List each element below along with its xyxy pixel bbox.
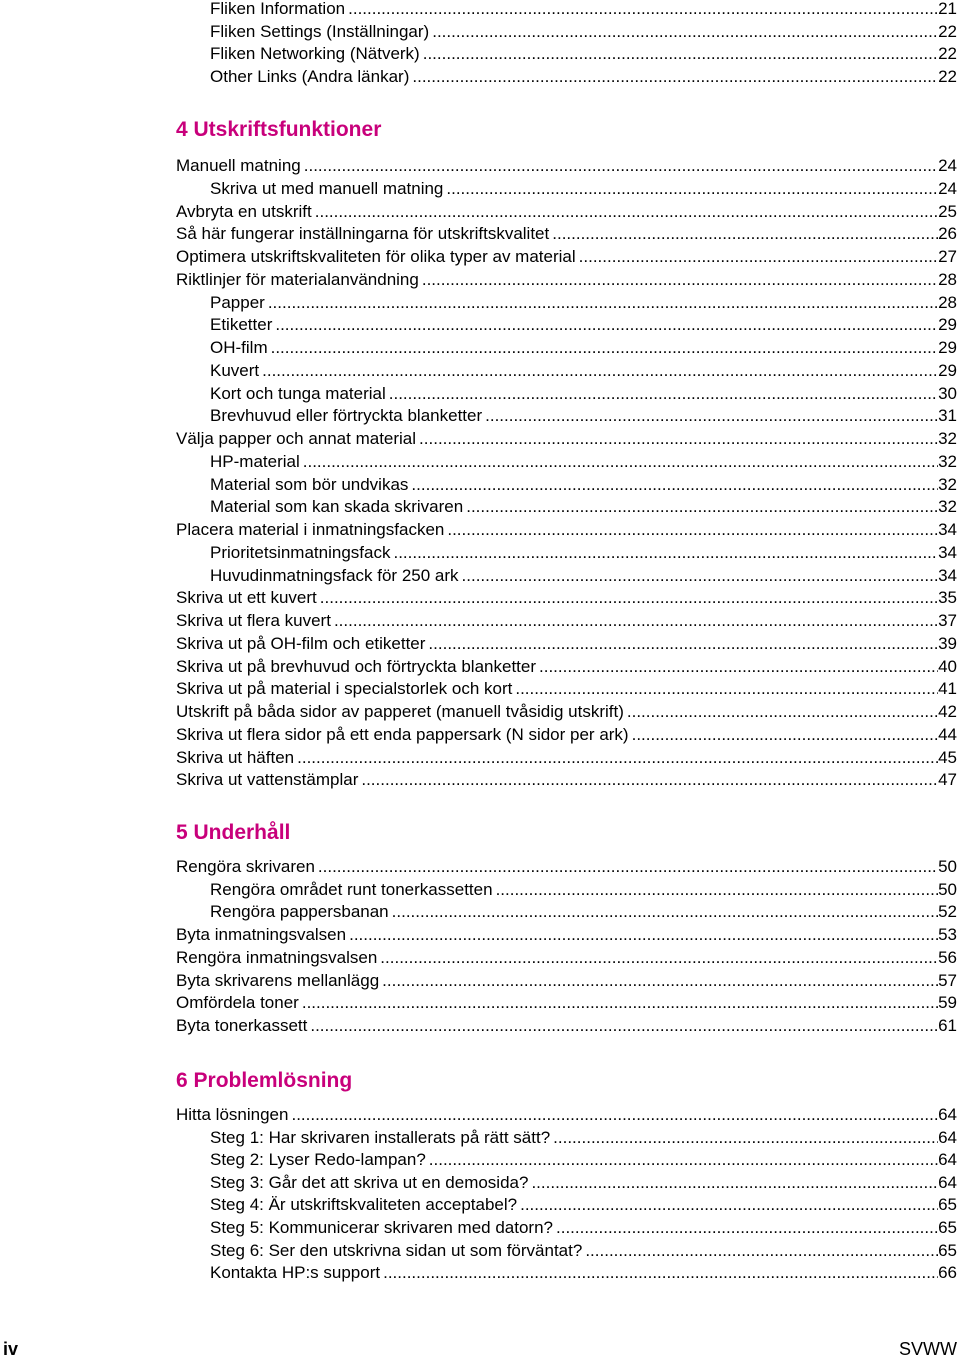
toc-dot-leader [579, 246, 938, 268]
toc-entry[interactable] [176, 678, 957, 700]
toc-entry[interactable] [176, 610, 957, 632]
toc-entry-title: Välja papper och annat material [176, 429, 417, 448]
toc-entry-page-number: 34 [938, 565, 957, 585]
toc-entry[interactable] [210, 1127, 957, 1149]
toc-entry-page-number: 42 [938, 702, 957, 721]
toc-entry[interactable] [176, 633, 957, 655]
toc-entry[interactable] [176, 701, 957, 723]
toc-entry-page-number: 32 [938, 429, 957, 448]
toc-entry[interactable] [210, 542, 957, 564]
toc-dot-leader [553, 1127, 938, 1149]
toc-entry-page-number: 53 [938, 925, 957, 945]
toc-entry-page-number: 31 [938, 406, 957, 426]
toc-entry-title: Steg 5: Kommunicerar skrivaren med datorn? [210, 1218, 553, 1237]
toc-entry-title: Skriva ut på OH-film och etiketter [176, 633, 426, 653]
toc-entry[interactable] [210, 901, 957, 923]
toc-entry[interactable] [176, 656, 957, 678]
toc-entry[interactable] [176, 856, 957, 878]
toc-entry-title: Huvudinmatningsfack för 250 ark [210, 565, 459, 585]
toc-entry[interactable] [210, 1217, 957, 1239]
toc-entry[interactable] [210, 383, 957, 405]
toc-dot-leader [271, 337, 938, 359]
toc-entry-title: Hitta lösningen [176, 1105, 289, 1124]
toc-entry-page-number: 39 [938, 633, 957, 653]
toc-entry-page-number: 65 [938, 1218, 957, 1237]
toc-entry-title: Kuvert [210, 360, 260, 380]
toc-dot-leader [349, 924, 938, 946]
chapter-5-heading[interactable]: 5 Underhåll [176, 821, 291, 844]
toc-entry-page-number: 32 [938, 451, 957, 471]
toc-entry-page-number: 34 [938, 520, 957, 539]
toc-entry-page-number: 64 [938, 1150, 957, 1170]
toc-dot-leader [304, 155, 938, 177]
toc-entry-title: HP-material [210, 451, 300, 471]
toc-dot-leader [302, 992, 938, 1014]
toc-entry-title: Riktlinjer för materialanvändning [176, 269, 419, 289]
toc-dot-leader [485, 405, 938, 427]
toc-dot-leader [432, 21, 938, 43]
toc-entry[interactable] [210, 1262, 957, 1284]
toc-dot-leader [297, 747, 938, 769]
toc-entry-title: OH-film [210, 338, 268, 357]
toc-entry-page-number: 26 [938, 224, 957, 244]
toc-entry-title: Steg 2: Lyser Redo-lampan? [210, 1150, 426, 1170]
toc-dot-leader [291, 1104, 938, 1126]
toc-entry-title: Steg 3: Går det att skriva ut en demosida? [210, 1172, 529, 1192]
toc-entry-title: Material som kan skada skrivaren [210, 497, 464, 517]
toc-entry-page-number: 37 [938, 611, 957, 630]
toc-entry-page-number: 27 [938, 247, 957, 266]
toc-entry-page-number: 61 [938, 1015, 957, 1035]
toc-entry[interactable] [210, 43, 957, 65]
toc-entry-title: Byta tonerkassett [176, 1015, 308, 1035]
toc-entry-title: Etiketter [210, 315, 273, 335]
toc-entry-page-number: 24 [938, 178, 957, 198]
toc-entry-title: Skriva ut flera kuvert [176, 611, 331, 630]
toc-entry[interactable] [210, 337, 957, 359]
toc-entry[interactable] [176, 747, 957, 769]
toc-entry[interactable] [176, 223, 957, 245]
toc-entry-page-number: 24 [938, 156, 957, 175]
toc-entry[interactable] [176, 269, 957, 291]
toc-dot-leader [310, 1015, 938, 1037]
toc-dot-leader [531, 1172, 938, 1194]
toc-entry[interactable] [210, 1149, 957, 1171]
toc-dot-leader [411, 474, 938, 496]
toc-entry[interactable] [210, 360, 957, 382]
toc-entry-title: Så här fungerar inställningarna för utskriftskvalitet [176, 224, 550, 244]
toc-dot-leader [515, 678, 938, 700]
toc-dot-leader [389, 383, 938, 405]
toc-dot-leader [539, 656, 938, 678]
toc-dot-leader [412, 66, 938, 88]
toc-dot-leader [334, 610, 938, 632]
toc-dot-leader [428, 633, 938, 655]
toc-entry-page-number: 34 [938, 542, 957, 562]
toc-entry-page-number: 35 [938, 588, 957, 608]
toc-entry[interactable] [210, 0, 957, 20]
toc-entry[interactable] [176, 246, 957, 268]
toc-entry-title: Material som bör undvikas [210, 474, 409, 494]
toc-entry[interactable] [210, 178, 957, 200]
toc-entry-page-number: 64 [938, 1127, 957, 1147]
toc-entry-title: Rengöra området runt tonerkassetten [210, 879, 493, 899]
toc-dot-leader [446, 178, 938, 200]
toc-entry-page-number: 56 [938, 947, 957, 967]
toc-entry-page-number: 32 [938, 474, 957, 494]
chapter-6-heading[interactable]: 6 Problemlösning [176, 1069, 353, 1092]
toc-entry-title: Skriva ut på material i specialstorlek och kort [176, 679, 513, 699]
toc-entry-page-number: 41 [938, 679, 957, 699]
toc-dot-leader [315, 201, 938, 223]
toc-entry-title: Manuell matning [176, 156, 301, 175]
toc-dot-leader [320, 587, 938, 609]
toc-entry-title: Rengöra skrivaren [176, 857, 315, 876]
toc-entry-page-number: 40 [938, 656, 957, 676]
toc-dot-leader [496, 879, 939, 901]
toc-entry[interactable] [176, 970, 957, 992]
footer-doc-code: SVWW [899, 1339, 957, 1359]
toc-entry[interactable] [210, 879, 957, 901]
toc-dot-leader [393, 542, 938, 564]
toc-dot-leader [262, 360, 938, 382]
toc-entry-title: Fliken Settings (Inställningar) [210, 21, 430, 41]
toc-entry-title: Prioritetsinmatningsfack [210, 542, 391, 562]
toc-entry[interactable] [176, 769, 957, 791]
toc-entry-title: Kort och tunga material [210, 383, 386, 403]
toc-entry[interactable] [210, 496, 957, 518]
toc-entry-page-number: 32 [938, 497, 957, 517]
toc-dot-leader [585, 1240, 938, 1262]
toc-entry[interactable] [176, 1104, 957, 1126]
toc-entry-title: Skriva ut ett kuvert [176, 588, 317, 608]
toc-entry[interactable] [176, 924, 957, 946]
toc-dot-leader [462, 565, 939, 587]
toc-entry-title: Skriva ut på brevhuvud och förtryckta blanketter [176, 656, 537, 676]
toc-entry[interactable] [176, 587, 957, 609]
toc-entry-page-number: 25 [938, 201, 957, 221]
toc-entry-title: Rengöra pappersbanan [210, 902, 389, 922]
toc-entry-page-number: 29 [938, 338, 957, 357]
toc-entry-title: Kontakta HP:s support [210, 1263, 381, 1283]
toc-entry-title: Byta inmatningsvalsen [176, 925, 347, 945]
toc-entry[interactable] [176, 947, 957, 969]
toc-entry-page-number: 22 [938, 44, 957, 64]
toc-entry-title: Utskrift på båda sidor av papperet (manuell tvåsidig utskrift) [176, 702, 624, 721]
toc-entry-page-number: 59 [938, 993, 957, 1013]
toc-entry-title: Skriva ut med manuell matning [210, 178, 444, 198]
toc-entry[interactable] [176, 201, 957, 223]
toc-entry[interactable] [210, 1194, 957, 1216]
toc-entry-title: Optimera utskriftskvaliteten för olika typer av material [176, 247, 576, 266]
toc-entry[interactable] [210, 451, 957, 473]
toc-dot-leader [382, 970, 938, 992]
toc-dot-leader [419, 428, 938, 450]
toc-entry-page-number: 50 [938, 879, 957, 899]
toc-entry-title: Byta skrivarens mellanlägg [176, 970, 380, 990]
toc-dot-leader [380, 947, 938, 969]
toc-entry[interactable] [176, 724, 957, 746]
toc-entry-page-number: 30 [938, 383, 957, 403]
toc-entry[interactable] [176, 155, 957, 177]
toc-entry[interactable] [176, 428, 957, 450]
toc-entry[interactable] [210, 405, 957, 427]
toc-entry-title: Omfördela toner [176, 993, 299, 1013]
toc-entry-page-number: 47 [938, 770, 957, 790]
toc-entry-page-number: 57 [938, 970, 957, 990]
toc-entry[interactable] [210, 292, 957, 314]
toc-entry-page-number: 28 [938, 292, 957, 312]
toc-entry-page-number: 66 [938, 1263, 957, 1283]
toc-entry-page-number: 45 [938, 747, 957, 767]
toc-entry-title: Skriva ut vattenstämplar [176, 770, 359, 790]
toc-dot-leader [268, 292, 938, 314]
toc-entry-title: Avbryta en utskrift [176, 201, 312, 221]
toc-dot-leader [303, 451, 938, 473]
toc-entry-title: Brevhuvud eller förtryckta blanketter [210, 406, 483, 426]
toc-entry[interactable] [176, 1015, 957, 1037]
toc-dot-leader [275, 314, 938, 336]
toc-dot-leader [422, 269, 938, 291]
toc-entry-title: Steg 1: Har skrivaren installerats på rätt sätt? [210, 1127, 551, 1147]
toc-entry[interactable] [176, 519, 957, 541]
toc-entry-page-number: 50 [938, 857, 957, 876]
toc-entry-page-number: 21 [938, 0, 957, 18]
toc-dot-leader [627, 701, 938, 723]
toc-entry[interactable] [210, 1172, 957, 1194]
toc-entry[interactable] [210, 1240, 957, 1262]
toc-dot-leader [429, 1149, 938, 1171]
toc-entry-title: Skriva ut flera sidor på ett enda pappersark (N sidor per ark) [176, 724, 629, 744]
toc-entry-title: Skriva ut häften [176, 747, 295, 767]
toc-entry[interactable] [210, 21, 957, 43]
toc-entry-page-number: 29 [938, 315, 957, 335]
toc-entry[interactable] [210, 474, 957, 496]
toc-entry-title: Steg 4: Är utskriftskvaliteten acceptabel? [210, 1195, 518, 1215]
toc-entry-title: Steg 6: Ser den utskrivna sidan ut som förväntat? [210, 1240, 583, 1260]
chapter-4-heading[interactable]: 4 Utskriftsfunktioner [176, 118, 382, 141]
toc-entry-page-number: 22 [938, 66, 957, 86]
toc-entry[interactable] [176, 992, 957, 1014]
toc-entry-title: Other Links (Andra länkar) [210, 66, 410, 86]
toc-entry-page-number: 29 [938, 360, 957, 380]
toc-dot-leader [423, 43, 938, 65]
toc-dot-leader [632, 724, 938, 746]
toc-entry-title: Papper [210, 292, 265, 312]
toc-entry-page-number: 64 [938, 1105, 957, 1124]
toc-entry-page-number: 22 [938, 21, 957, 41]
toc-dot-leader [383, 1262, 938, 1284]
toc-dot-leader [520, 1194, 938, 1216]
footer-page-number: iv [3, 1339, 19, 1359]
toc-dot-leader [552, 223, 938, 245]
toc-dot-leader [348, 0, 938, 20]
toc-entry-title: Fliken Information [210, 0, 346, 18]
toc-entry-page-number: 65 [938, 1240, 957, 1260]
toc-entry-page-number: 44 [938, 724, 957, 744]
toc-entry-page-number: 28 [938, 269, 957, 289]
toc-dot-leader [466, 496, 938, 518]
toc-entry-page-number: 64 [938, 1172, 957, 1192]
toc-entry[interactable] [210, 565, 957, 587]
toc-dot-leader [318, 856, 938, 878]
toc-entry[interactable] [210, 314, 957, 336]
toc-entry-title: Rengöra inmatningsvalsen [176, 947, 378, 967]
toc-dot-leader [556, 1217, 938, 1239]
toc-entry-title: Fliken Networking (Nätverk) [210, 44, 420, 64]
toc-dot-leader [447, 519, 938, 541]
toc-entry-page-number: 52 [938, 902, 957, 922]
toc-dot-leader [392, 901, 938, 923]
toc-entry[interactable] [210, 66, 957, 88]
toc-dot-leader [361, 769, 938, 791]
toc-entry-page-number: 65 [938, 1195, 957, 1215]
toc-entry-title: Placera material i inmatningsfacken [176, 520, 445, 539]
